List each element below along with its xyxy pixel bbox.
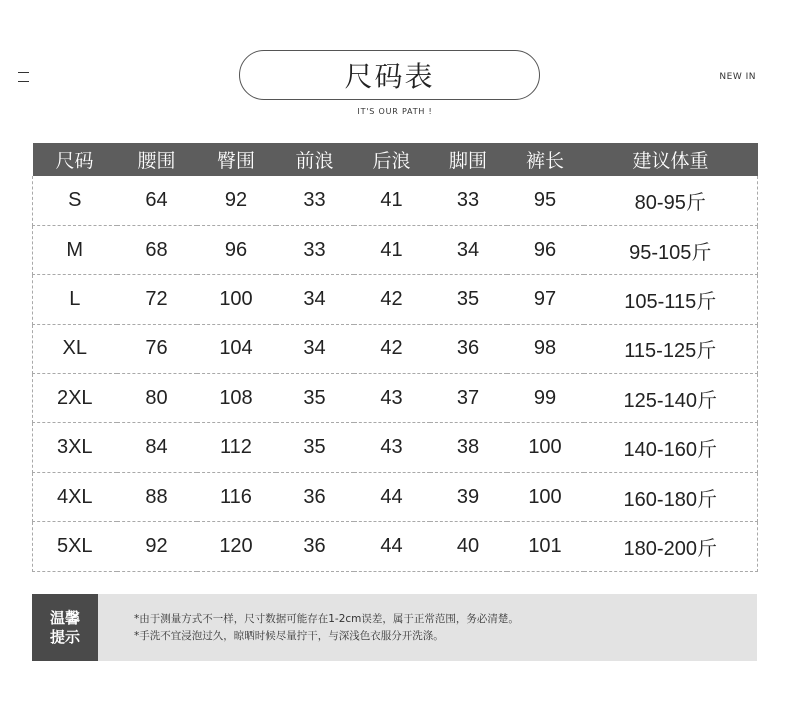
table-row	[33, 374, 758, 423]
table-cell: 40	[430, 522, 507, 571]
table-cell: 101	[507, 522, 584, 571]
table-cell: 33	[276, 225, 354, 274]
column-header: 前浪	[276, 143, 354, 176]
tips-text	[98, 594, 519, 661]
table-cell: 108	[197, 374, 276, 423]
table-cell: 72	[117, 275, 197, 324]
page-subtitle: IT'S OUR PATH !	[357, 107, 433, 116]
table-row	[33, 275, 758, 324]
menu-mark-icon	[18, 72, 29, 84]
table-cell: 76	[117, 324, 197, 373]
table-cell: L	[33, 275, 117, 324]
table-cell: 42	[354, 275, 430, 324]
table-cell: 180-200斤	[584, 522, 758, 571]
table-row	[33, 324, 758, 373]
table-cell: 34	[430, 225, 507, 274]
table-cell: 37	[430, 374, 507, 423]
page-title	[239, 50, 540, 100]
table-cell: 112	[197, 423, 276, 472]
table-row	[33, 176, 758, 225]
table-cell: 96	[197, 225, 276, 274]
table-cell: S	[33, 176, 117, 225]
tips-label	[32, 594, 98, 661]
table-cell: 44	[354, 472, 430, 521]
table-row	[33, 423, 758, 472]
table-cell: 96	[507, 225, 584, 274]
table-cell: 80-95斤	[584, 176, 758, 225]
table-row	[33, 225, 758, 274]
table-cell: 84	[117, 423, 197, 472]
table-cell: 36	[276, 472, 354, 521]
table-cell: 95-105斤	[584, 225, 758, 274]
table-cell: 104	[197, 324, 276, 373]
table-cell: 43	[354, 423, 430, 472]
table-cell: 43	[354, 374, 430, 423]
table-cell: 36	[430, 324, 507, 373]
column-header: 脚围	[430, 143, 507, 176]
tips-panel	[32, 594, 757, 661]
table-cell: 35	[276, 423, 354, 472]
table-cell: 5XL	[33, 522, 117, 571]
tips-label-line: 提示	[49, 627, 80, 646]
table-cell: 41	[354, 176, 430, 225]
table-cell: 100	[507, 472, 584, 521]
table-cell: 105-115斤	[584, 275, 758, 324]
table-cell: 33	[276, 176, 354, 225]
table-cell: 160-180斤	[584, 472, 758, 521]
table-cell: 68	[117, 225, 197, 274]
table-cell: 39	[430, 472, 507, 521]
column-header: 臀围	[197, 143, 276, 176]
column-header: 尺码	[33, 143, 117, 176]
table-cell: 116	[197, 472, 276, 521]
table-cell: 64	[117, 176, 197, 225]
table-cell: XL	[33, 324, 117, 373]
table-cell: 99	[507, 374, 584, 423]
table-cell: 100	[197, 275, 276, 324]
table-cell: 140-160斤	[584, 423, 758, 472]
size-chart-table	[32, 143, 758, 572]
table-cell: 92	[197, 176, 276, 225]
table-cell: 125-140斤	[584, 374, 758, 423]
table-cell: 98	[507, 324, 584, 373]
table-cell: 35	[430, 275, 507, 324]
page-title-text: 尺码表	[344, 60, 435, 93]
table-cell: 44	[354, 522, 430, 571]
column-header: 裤长	[507, 143, 584, 176]
tip-line: *手洗不宜浸泡过久，晾晒时候尽量拧干，与深浅色衣服分开洗涤。	[134, 629, 444, 642]
table-cell: 100	[507, 423, 584, 472]
table-cell: 120	[197, 522, 276, 571]
table-cell: 97	[507, 275, 584, 324]
table-cell: 42	[354, 324, 430, 373]
table-cell: 38	[430, 423, 507, 472]
column-header: 腰围	[117, 143, 197, 176]
table-cell: 115-125斤	[584, 324, 758, 373]
table-cell: 36	[276, 522, 354, 571]
table-header-row	[33, 143, 758, 176]
table-cell: 88	[117, 472, 197, 521]
table-cell: 41	[354, 225, 430, 274]
table-cell: 95	[507, 176, 584, 225]
table-cell: 34	[276, 275, 354, 324]
table-cell: 2XL	[33, 374, 117, 423]
tip-line: *由于测量方式不一样，尺寸数据可能存在1-2cm误差，属于正常范围，务必清楚。	[134, 612, 519, 625]
tips-label-line: 温馨	[49, 608, 80, 627]
column-header: 后浪	[354, 143, 430, 176]
column-header: 建议体重	[584, 143, 758, 176]
table-cell: 92	[117, 522, 197, 571]
table-cell: 33	[430, 176, 507, 225]
table-cell: 80	[117, 374, 197, 423]
table-cell: M	[33, 225, 117, 274]
table-cell: 34	[276, 324, 354, 373]
table-cell: 4XL	[33, 472, 117, 521]
table-row	[33, 522, 758, 571]
table-row	[33, 472, 758, 521]
table-cell: 3XL	[33, 423, 117, 472]
new-in-tag: NEW IN	[719, 72, 756, 82]
table-cell: 35	[276, 374, 354, 423]
